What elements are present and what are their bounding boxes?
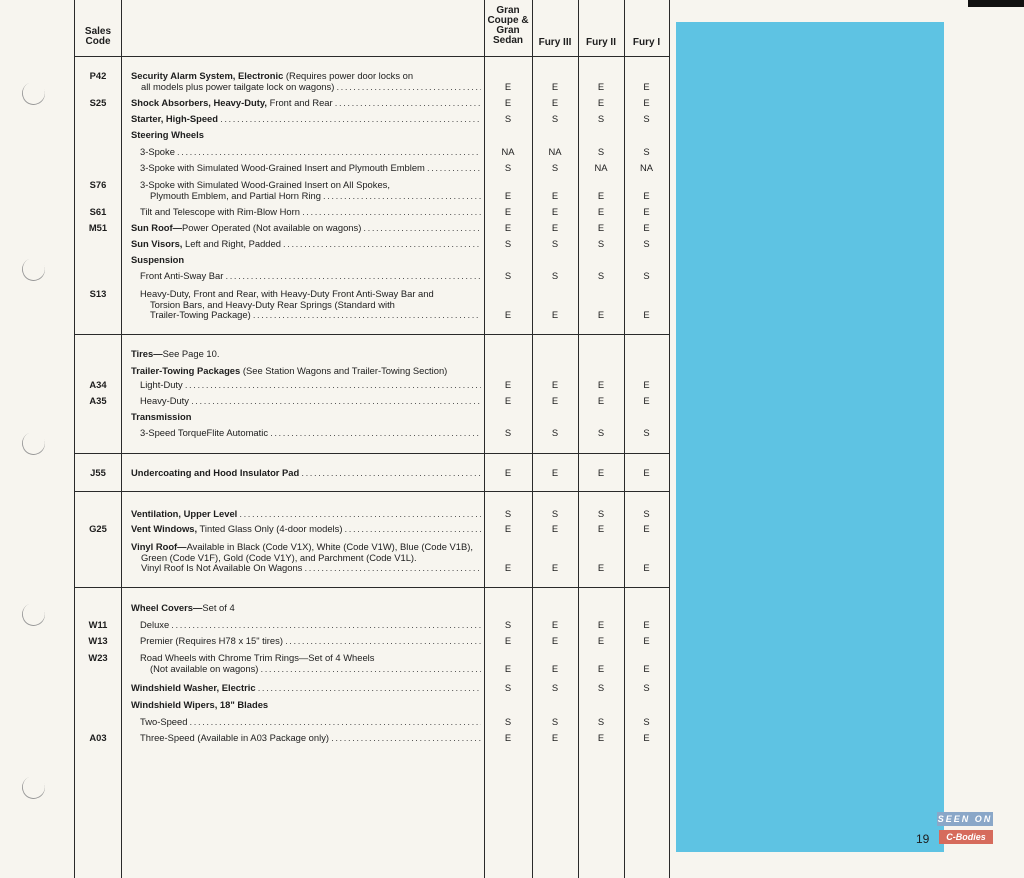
description-line (131, 349, 481, 360)
col3-rule (578, 0, 579, 878)
option-description (140, 428, 481, 439)
availability-cell: S (597, 113, 605, 124)
option-description (140, 620, 481, 631)
description-line (131, 412, 481, 423)
availability-cell: E (643, 662, 650, 674)
availability-cell: S (597, 146, 605, 157)
option-detail: Front Anti-Sway Bar (140, 271, 224, 281)
option-description (140, 180, 481, 201)
watermark-bottom: C-Bodies (939, 830, 993, 844)
availability-cell: E (551, 619, 559, 630)
availability-cell: S (551, 113, 559, 124)
availability-cell: E (551, 379, 559, 390)
availability-cell: S (551, 270, 559, 281)
availability-cell: E (643, 562, 650, 573)
option-description (140, 717, 481, 728)
availability-cell: E (551, 523, 559, 534)
option-description (140, 636, 481, 647)
availability-cell: S (551, 162, 559, 173)
availability-cell: E (551, 662, 559, 674)
option-description (131, 349, 481, 360)
option-name: Shock Absorbers, Heavy-Duty, (131, 98, 267, 108)
description-line (140, 733, 481, 744)
section-rule (74, 334, 669, 335)
option-detail: 3-Speed TorqueFlite Automatic (140, 428, 269, 438)
description-line (131, 114, 481, 125)
availability-cell: E (643, 97, 650, 108)
availability-cell: E (551, 222, 559, 233)
code-column-rule (121, 0, 122, 878)
availability-cell: E (504, 467, 512, 478)
dot-leader (187, 717, 481, 727)
option-name: Wheel Covers— (131, 603, 203, 613)
dot-leader (223, 271, 481, 281)
description-line (140, 191, 481, 202)
option-description (140, 147, 481, 158)
header-text: Coupe & (487, 15, 529, 26)
description-line (140, 664, 481, 675)
option-name: Trailer-Towing Packages (131, 366, 241, 376)
availability-cell: E (504, 222, 512, 233)
dot-leader (237, 509, 481, 519)
header-text: Gran (496, 5, 520, 16)
availability-cell: E (643, 395, 650, 406)
availability-cell: E (551, 732, 559, 743)
dot-leader (302, 563, 481, 573)
availability-cell: E (597, 80, 605, 92)
availability-cell: E (504, 523, 512, 534)
description-line (140, 380, 481, 391)
availability-cell: E (643, 309, 650, 320)
availability-cell: E (643, 467, 650, 478)
availability-cell: E (643, 80, 650, 92)
option-name: Sun Roof— (131, 223, 183, 233)
availability-cell: E (597, 222, 605, 233)
availability-cell: E (643, 619, 650, 630)
availability-cell: E (643, 635, 650, 646)
option-description (131, 524, 481, 535)
option-description (131, 509, 481, 520)
dot-leader (283, 636, 481, 646)
availability-cell: E (597, 662, 605, 674)
description-line (140, 207, 481, 218)
binder-hole-icon (19, 773, 48, 802)
option-detail: Light-Duty (140, 380, 183, 390)
header-sales-code (76, 27, 120, 47)
availability-cell: S (504, 270, 512, 281)
header-fury-i: Fury I (632, 37, 661, 48)
header-text: Sales (84, 26, 112, 37)
availability-cell: E (597, 619, 605, 630)
option-name: Suspension (131, 255, 185, 265)
availability-cell: E (551, 189, 559, 201)
availability-cell: E (597, 467, 605, 478)
option-description (131, 98, 481, 109)
option-detail: Available in Black (Code V1X), White (Code V1W), Blue (Code V1B), (186, 542, 473, 552)
option-description (131, 130, 481, 141)
dot-leader (256, 683, 481, 693)
description-line (140, 653, 481, 664)
sales-code: A03 (89, 732, 107, 743)
description-line (131, 468, 481, 479)
availability-cell: E (643, 206, 650, 217)
availability-cell: E (504, 189, 512, 201)
availability-cell: E (597, 309, 605, 320)
availability-cell: S (643, 508, 650, 519)
option-name: Tires— (131, 349, 163, 359)
availability-cell: E (504, 732, 512, 743)
option-detail: Plymouth Emblem, and Partial Horn Ring (150, 190, 321, 201)
availability-cell: S (504, 508, 512, 519)
availability-cell: E (504, 206, 512, 217)
availability-cell: E (551, 562, 559, 573)
dot-leader (189, 396, 481, 406)
availability-cell: S (504, 619, 512, 630)
option-detail: Heavy-Duty (140, 396, 189, 406)
dot-leader (425, 163, 481, 173)
description-line (131, 98, 481, 109)
option-description (131, 239, 481, 250)
availability-cell: S (643, 113, 650, 124)
dot-leader (218, 114, 481, 124)
dot-leader (268, 428, 481, 438)
availability-cell: E (597, 395, 605, 406)
dot-leader (321, 191, 481, 201)
availability-cell: E (504, 562, 512, 573)
option-description (140, 733, 481, 744)
header-text: Gran (496, 25, 520, 36)
option-detail: Premier (Requires H78 x 15" tires) (140, 636, 283, 646)
dot-leader (334, 82, 481, 92)
option-detail: Left and Right, Padded (182, 239, 281, 249)
availability-cell: NA (548, 146, 562, 157)
header-rule (74, 56, 669, 57)
black-bar (968, 0, 1024, 7)
option-detail: Road Wheels with Chrome Trim Rings—Set of 4 Wheels (140, 653, 375, 663)
option-description (131, 603, 481, 614)
dot-leader (300, 207, 481, 217)
option-detail: Two-Speed (140, 717, 188, 727)
description-line (140, 271, 481, 282)
option-name: Ventilation, Upper Level (131, 509, 238, 519)
option-detail: all models plus power tailgate lock on wagons) (141, 81, 335, 92)
availability-cell: S (643, 270, 650, 281)
option-name: Transmission (131, 412, 192, 422)
dot-leader (251, 310, 481, 320)
availability-cell: E (643, 379, 650, 390)
availability-cell: S (551, 716, 559, 727)
binder-hole-icon (19, 600, 48, 629)
availability-cell: S (551, 682, 559, 693)
availability-cell: E (504, 379, 512, 390)
description-line (131, 524, 481, 535)
option-description (140, 289, 481, 321)
sales-code: P42 (89, 70, 107, 81)
option-description (140, 396, 481, 407)
availability-cell: S (504, 238, 512, 249)
option-detail: (Not available on wagons) (150, 663, 259, 674)
description-line (140, 300, 481, 311)
option-detail: Three-Speed (Available in A03 Package only) (140, 733, 330, 743)
description-line (131, 130, 481, 141)
header-fury-ii: Fury II (585, 37, 616, 48)
availability-cell: E (504, 80, 512, 92)
availability-cell: E (597, 523, 605, 534)
binder-hole-icon (19, 429, 48, 458)
availability-cell: E (551, 395, 559, 406)
col1-rule (484, 0, 485, 878)
availability-cell: S (551, 427, 559, 438)
availability-cell: S (597, 682, 605, 693)
option-name: Vinyl Roof— (131, 542, 187, 552)
availability-cell: S (504, 427, 512, 438)
watermark (937, 812, 995, 848)
availability-cell: S (504, 162, 512, 173)
option-detail: Front and Rear (266, 98, 333, 108)
description-line (131, 255, 481, 266)
option-detail: Deluxe (140, 620, 170, 630)
dot-leader (329, 733, 481, 743)
option-detail: Vinyl Roof Is Not Available On Wagons (141, 563, 303, 573)
sales-code: W11 (88, 619, 108, 630)
description-line (140, 180, 481, 191)
option-description (131, 366, 481, 377)
dot-leader (281, 239, 481, 249)
header-fury-iii: Fury III (538, 37, 572, 48)
description-line (131, 683, 481, 694)
option-description (131, 412, 481, 423)
option-detail: (Requires power door locks on (283, 71, 414, 81)
availability-cell: E (597, 206, 605, 217)
option-description (131, 114, 481, 125)
description-line (140, 428, 481, 439)
option-description (131, 542, 481, 574)
binder-hole-icon (19, 79, 48, 108)
section-rule (74, 491, 669, 492)
availability-cell: S (597, 508, 605, 519)
availability-cell: E (597, 97, 605, 108)
option-detail: See Page 10. (162, 349, 220, 359)
dot-leader (183, 380, 481, 390)
availability-cell: E (597, 189, 605, 201)
availability-cell: S (643, 427, 650, 438)
availability-cell: S (551, 238, 559, 249)
sales-code: A34 (89, 379, 107, 390)
option-detail: Heavy-Duty, Front and Rear, with Heavy-Duty Front Anti-Sway Bar and (140, 289, 434, 299)
dot-leader (169, 620, 481, 630)
option-description (131, 700, 481, 711)
description-line (131, 542, 481, 553)
dot-leader (258, 664, 481, 674)
dot-leader (299, 468, 481, 478)
availability-cell: E (504, 97, 512, 108)
availability-cell: E (551, 635, 559, 646)
section-rule (74, 453, 669, 454)
availability-cell: S (597, 270, 605, 281)
availability-cell: S (597, 238, 605, 249)
availability-cell: E (504, 662, 512, 674)
option-description (131, 255, 481, 266)
availability-cell: NA (594, 162, 608, 173)
binder-hole-icon (19, 255, 48, 284)
page-number: 19 (916, 832, 930, 846)
dot-leader (342, 524, 481, 534)
description-line (131, 223, 481, 234)
availability-cell: E (504, 309, 512, 320)
availability-cell: S (643, 716, 650, 727)
description-line (140, 310, 481, 321)
table-border-left (74, 0, 75, 878)
availability-cell: E (643, 523, 650, 534)
sales-code: J55 (90, 467, 106, 478)
availability-cell: E (597, 732, 605, 743)
description-line (131, 603, 481, 614)
option-name: Sun Visors, (131, 239, 183, 249)
availability-cell: E (643, 189, 650, 201)
description-line (131, 563, 481, 574)
description-line (131, 82, 481, 93)
availability-cell: E (504, 395, 512, 406)
sales-code: S76 (89, 179, 107, 190)
availability-cell: E (643, 732, 650, 743)
availability-cell: E (597, 562, 605, 573)
header-text: Sedan (492, 35, 523, 46)
option-description (131, 71, 481, 92)
availability-cell: S (597, 716, 605, 727)
availability-cell: S (643, 238, 650, 249)
availability-cell: E (643, 222, 650, 233)
option-description (140, 207, 481, 218)
description-line (140, 147, 481, 158)
availability-cell: E (504, 635, 512, 646)
description-line (131, 71, 481, 82)
availability-cell: NA (501, 146, 515, 157)
availability-cell: S (597, 427, 605, 438)
option-detail: Power Operated (Not available on wagons) (182, 223, 362, 233)
availability-cell: S (504, 682, 512, 693)
header-gran (484, 6, 532, 46)
option-description (140, 163, 481, 174)
option-detail: Trailer-Towing Package) (150, 310, 251, 320)
option-name: Starter, High-Speed (131, 114, 218, 124)
description-line (140, 620, 481, 631)
availability-cell: NA (639, 162, 654, 173)
option-description (140, 271, 481, 282)
sales-code: A35 (89, 395, 107, 406)
sales-code: S25 (89, 97, 107, 108)
col4-rule (624, 0, 625, 878)
option-detail: (See Station Wagons and Trailer-Towing Section) (240, 366, 448, 376)
option-detail: Tinted Glass Only (4-door models) (197, 524, 343, 534)
availability-cell: E (597, 379, 605, 390)
option-name: Windshield Washer, Electric (131, 683, 256, 693)
option-detail: Set of 4 (202, 603, 235, 613)
sales-code: S13 (89, 288, 107, 299)
availability-cell: E (551, 80, 559, 92)
option-description (140, 380, 481, 391)
option-detail: Green (Code V1F), Gold (Code V1Y), and Parchment (Code V1L). (141, 552, 417, 563)
table-border-right (669, 0, 670, 878)
sales-code: W23 (88, 652, 108, 663)
sales-code: G25 (89, 523, 107, 534)
option-description (131, 223, 481, 234)
col2-rule (532, 0, 533, 878)
availability-cell: S (551, 508, 559, 519)
option-detail: 3-Spoke with Simulated Wood-Grained Insert on All Spokes, (140, 180, 390, 190)
option-detail: 3-Spoke with Simulated Wood-Grained Insert and Plymouth Emblem (140, 163, 425, 173)
sales-code: W13 (88, 635, 108, 646)
availability-cell: E (551, 309, 559, 320)
option-detail: Tilt and Telescope with Rim-Blow Horn (140, 207, 300, 217)
dot-leader (333, 98, 481, 108)
dot-leader (175, 147, 481, 157)
option-description (131, 468, 481, 479)
option-detail: Torsion Bars, and Heavy-Duty Rear Springs (Standard with (150, 299, 395, 310)
blue-panel (676, 22, 944, 852)
option-description (140, 653, 481, 674)
description-line (131, 553, 481, 564)
option-name: Vent Windows, (131, 524, 198, 534)
option-name: Security Alarm System, Electronic (131, 71, 284, 81)
description-line (140, 396, 481, 407)
availability-cell: S (643, 682, 650, 693)
availability-cell: S (504, 716, 512, 727)
availability-cell: E (597, 635, 605, 646)
watermark-top: SEEN ON (937, 814, 993, 824)
availability-cell: S (643, 146, 650, 157)
option-detail: 3-Spoke (140, 147, 175, 157)
description-line (140, 289, 481, 300)
description-line (131, 239, 481, 250)
option-name: Windshield Wipers, 18" Blades (131, 700, 269, 710)
option-name: Steering Wheels (131, 130, 204, 140)
header-text: Code (85, 36, 111, 47)
description-line (140, 163, 481, 174)
sales-code: S61 (89, 206, 107, 217)
description-line (140, 636, 481, 647)
availability-cell: E (551, 206, 559, 217)
description-line (140, 717, 481, 728)
availability-cell: E (551, 467, 559, 478)
description-line (131, 700, 481, 711)
description-line (131, 509, 481, 520)
option-description (131, 683, 481, 694)
availability-cell: E (551, 97, 559, 108)
description-line (131, 366, 481, 377)
dot-leader (361, 223, 481, 233)
option-name: Undercoating and Hood Insulator Pad (131, 468, 300, 478)
availability-cell: S (504, 113, 512, 124)
sales-code: M51 (88, 222, 108, 233)
section-rule (74, 587, 669, 588)
